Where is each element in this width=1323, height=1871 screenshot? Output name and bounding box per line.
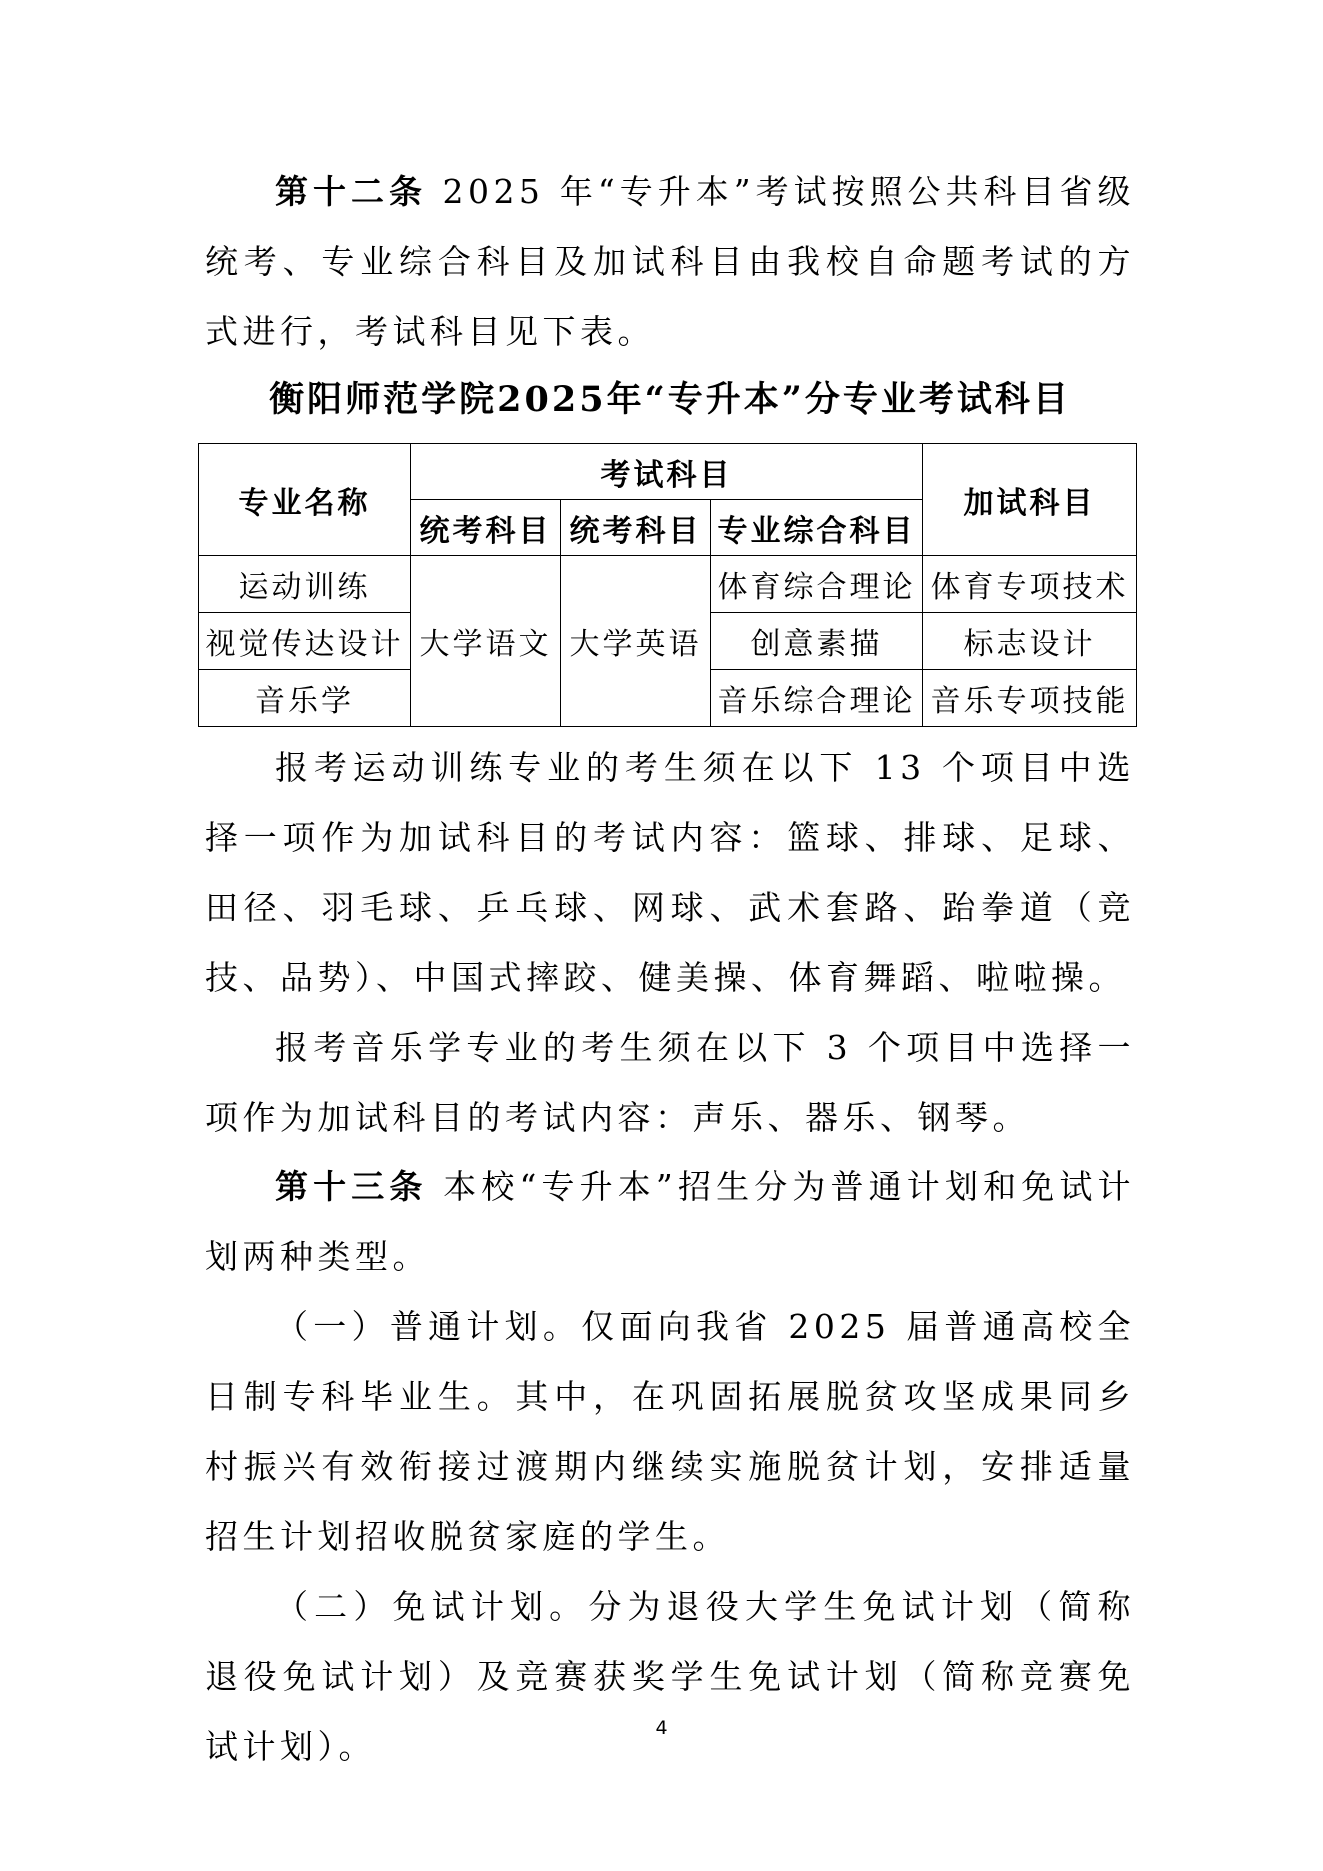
- article-13-label: 第十三条: [275, 1167, 428, 1206]
- exam-subjects-table: [198, 443, 1137, 727]
- header-unified-subject-2: 统考科目: [561, 500, 711, 556]
- page-number: 4: [655, 1717, 668, 1739]
- article-13-text: 本校“专升本”招生分为普通计划和免试计划两种类型。: [205, 1167, 1136, 1276]
- header-major-name: 专业名称: [199, 444, 411, 556]
- sports-note-paragraph: 报考运动训练专业的考生须在以下 13 个项目中选择一项作为加试科目的考试内容：篮球、排球、足球、田径、羽毛球、乒乓球、网球、武术套路、跆拳道（竞技、品势）、中国式摔跤、健美操、体育舞蹈、啦啦操。: [205, 748, 1135, 997]
- article-13-paragraph: [205, 1152, 1135, 1292]
- cell-additional: 标志设计: [923, 613, 1137, 670]
- cell-major: 视觉传达设计: [199, 613, 411, 670]
- cell-comprehensive: 体育综合理论: [711, 556, 923, 613]
- cell-comprehensive: 音乐综合理论: [711, 670, 923, 727]
- article-12-paragraph: [205, 157, 1135, 367]
- header-unified-subject-1: 统考科目: [411, 500, 561, 556]
- article-12-text: 2025 年“专升本”考试按照公共科目省级统考、专业综合科目及加试科目由我校自命题考试的方式进行，考试科目见下表。: [205, 172, 1136, 351]
- article-12-label: 第十二条: [275, 172, 427, 211]
- header-comprehensive-subject: 专业综合科目: [711, 500, 923, 556]
- header-additional-subject: 加试科目: [923, 444, 1137, 556]
- cell-english: 大学英语: [561, 556, 711, 727]
- table-row: [199, 556, 1137, 613]
- header-exam-subjects: 考试科目: [411, 444, 923, 500]
- cell-additional: 音乐专项技能: [923, 670, 1137, 727]
- table-header-row-1: [199, 444, 1137, 500]
- exempt-plan-paragraph: （二）免试计划。分为退役大学生免试计划（简称退役免试计划）及竞赛获奖学生免试计划（简称竞赛免试计划）。: [205, 1587, 1135, 1766]
- cell-major: 音乐学: [199, 670, 411, 727]
- cell-major: 运动训练: [199, 556, 411, 613]
- music-note-paragraph: 报考音乐学专业的考生须在以下 3 个项目中选择一项作为加试科目的考试内容：声乐、器乐、钢琴。: [205, 1028, 1135, 1137]
- cell-chinese: 大学语文: [411, 556, 561, 727]
- table-title: 衡阳师范学院2025年“专升本”分专业考试科目: [269, 379, 1071, 420]
- general-plan-paragraph: （一）普通计划。仅面向我省 2025 届普通高校全日制专科毕业生。其中，在巩固拓展脱贫攻坚成果同乡村振兴有效衔接过渡期内继续实施脱贫计划，安排适量招生计划招收脱贫家庭的学生。: [205, 1307, 1135, 1556]
- cell-additional: 体育专项技术: [923, 556, 1137, 613]
- cell-comprehensive: 创意素描: [711, 613, 923, 670]
